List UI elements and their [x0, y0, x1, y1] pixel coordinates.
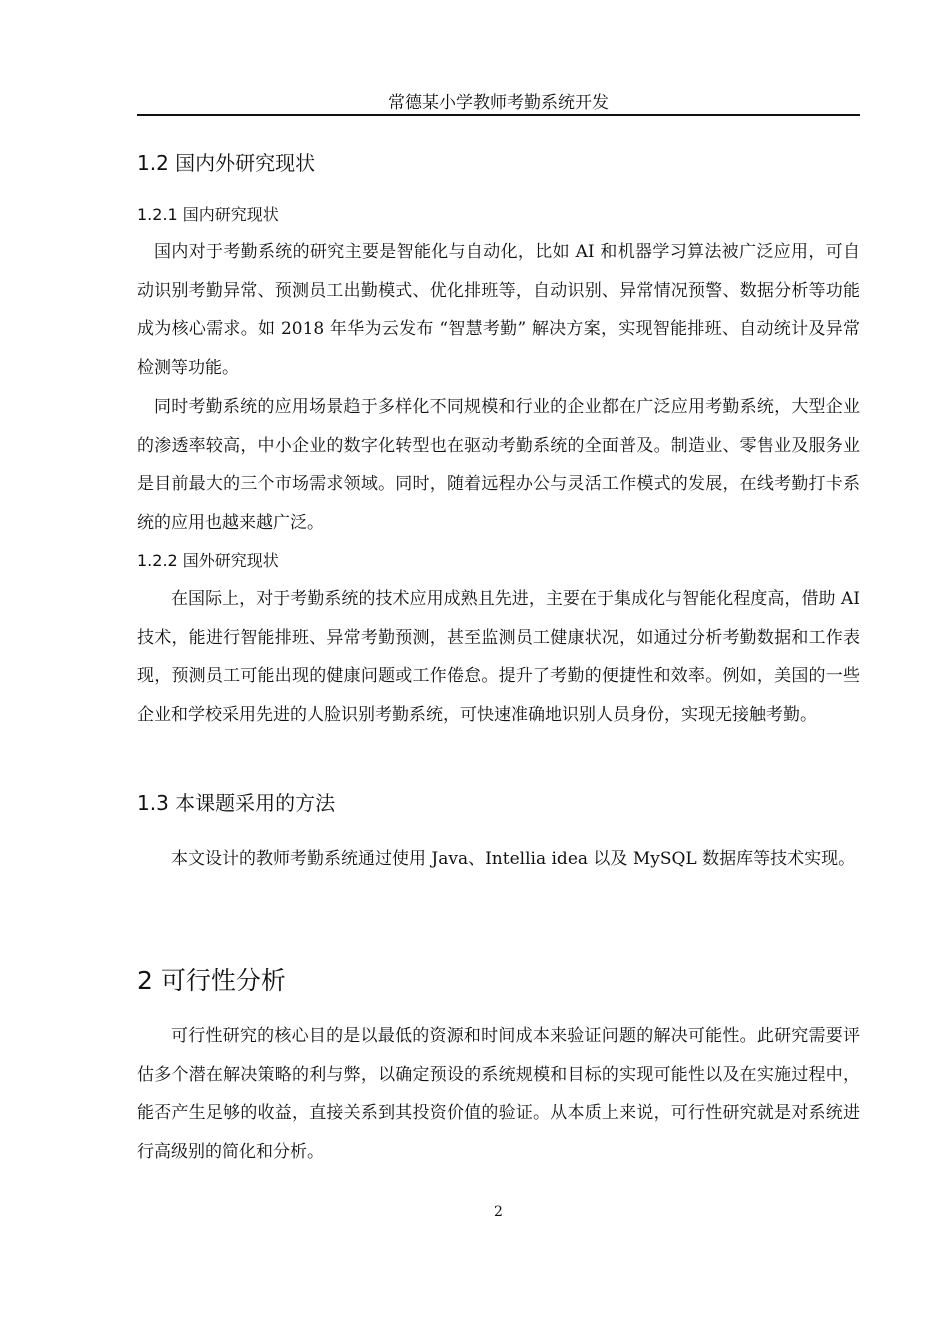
section-heading-1-2: 1.2 国内外研究现状: [137, 151, 316, 175]
section-heading-1-3: 1.3 本课题采用的方法: [137, 791, 336, 815]
paragraph-method: 本文设计的教师考勤系统通过使用 Java、Intellia idea 以及 MySQL 数据库等技术实现。: [171, 849, 856, 869]
subsection-heading-1-2-2: 1.2.2 国外研究现状: [137, 551, 279, 570]
running-header: 常德某小学教师考勤系统开发: [388, 93, 609, 113]
paragraph-foreign-1: 在国际上，对于考勤系统的技术应用成熟且先进，主要在于集成化与智能化程度高，借助 AI 技术，能进行智能排班、异常考勤预测，甚至监测员工健康状况，如通过分析考勤数据和工作表现，预测员工可能出现的健康问题或工作倦怠。提升了考勤的便捷性和效率。例如，美国的一些企业和学校采用先进的人脸识别考勤系统，可快速准确地识别人员身份，实现无接触考勤。: [137, 589, 860, 725]
paragraph-domestic-2: 同时考勤系统的应用场景趋于多样化不同规模和行业的企业都在广泛应用考勤系统，大型企业的渗透率较高，中小企业的数字化转型也在驱动考勤系统的全面普及。制造业、零售业及服务业是目前最大的三个市场需求领域。同时，随着远程办公与灵活工作模式的发展，在线考勤打卡系统的应用也越来越广泛。: [137, 397, 860, 533]
paragraph-feasibility: 可行性研究的核心目的是以最低的资源和时间成本来验证问题的解决可能性。此研究需要评估多个潜在解决策略的利与弊，以确定预设的系统规模和目标的实现可能性以及在实施过程中，能否产生足够的收益，直接关系到其投资价值的验证。从本质上来说，可行性研究就是对系统进行高级别的简化和分析。: [137, 1026, 860, 1162]
header-rule: [137, 114, 860, 116]
chapter-heading-2: 2 可行性分析: [137, 966, 286, 995]
paragraph-domestic-1: 国内对于考勤系统的研究主要是智能化与自动化，比如 AI 和机器学习算法被广泛应用，可自动识别考勤异常、预测员工出勤模式、优化排班等，自动识别、异常情况预警、数据分析等功能成为核心需求。如 2018 年华为云发布 “智慧考勤” 解决方案，实现智能排班、自动统计及异常检测等功能。: [137, 242, 860, 378]
page-number: 2: [494, 1204, 503, 1220]
subsection-heading-1-2-1: 1.2.1 国内研究现状: [137, 205, 279, 224]
